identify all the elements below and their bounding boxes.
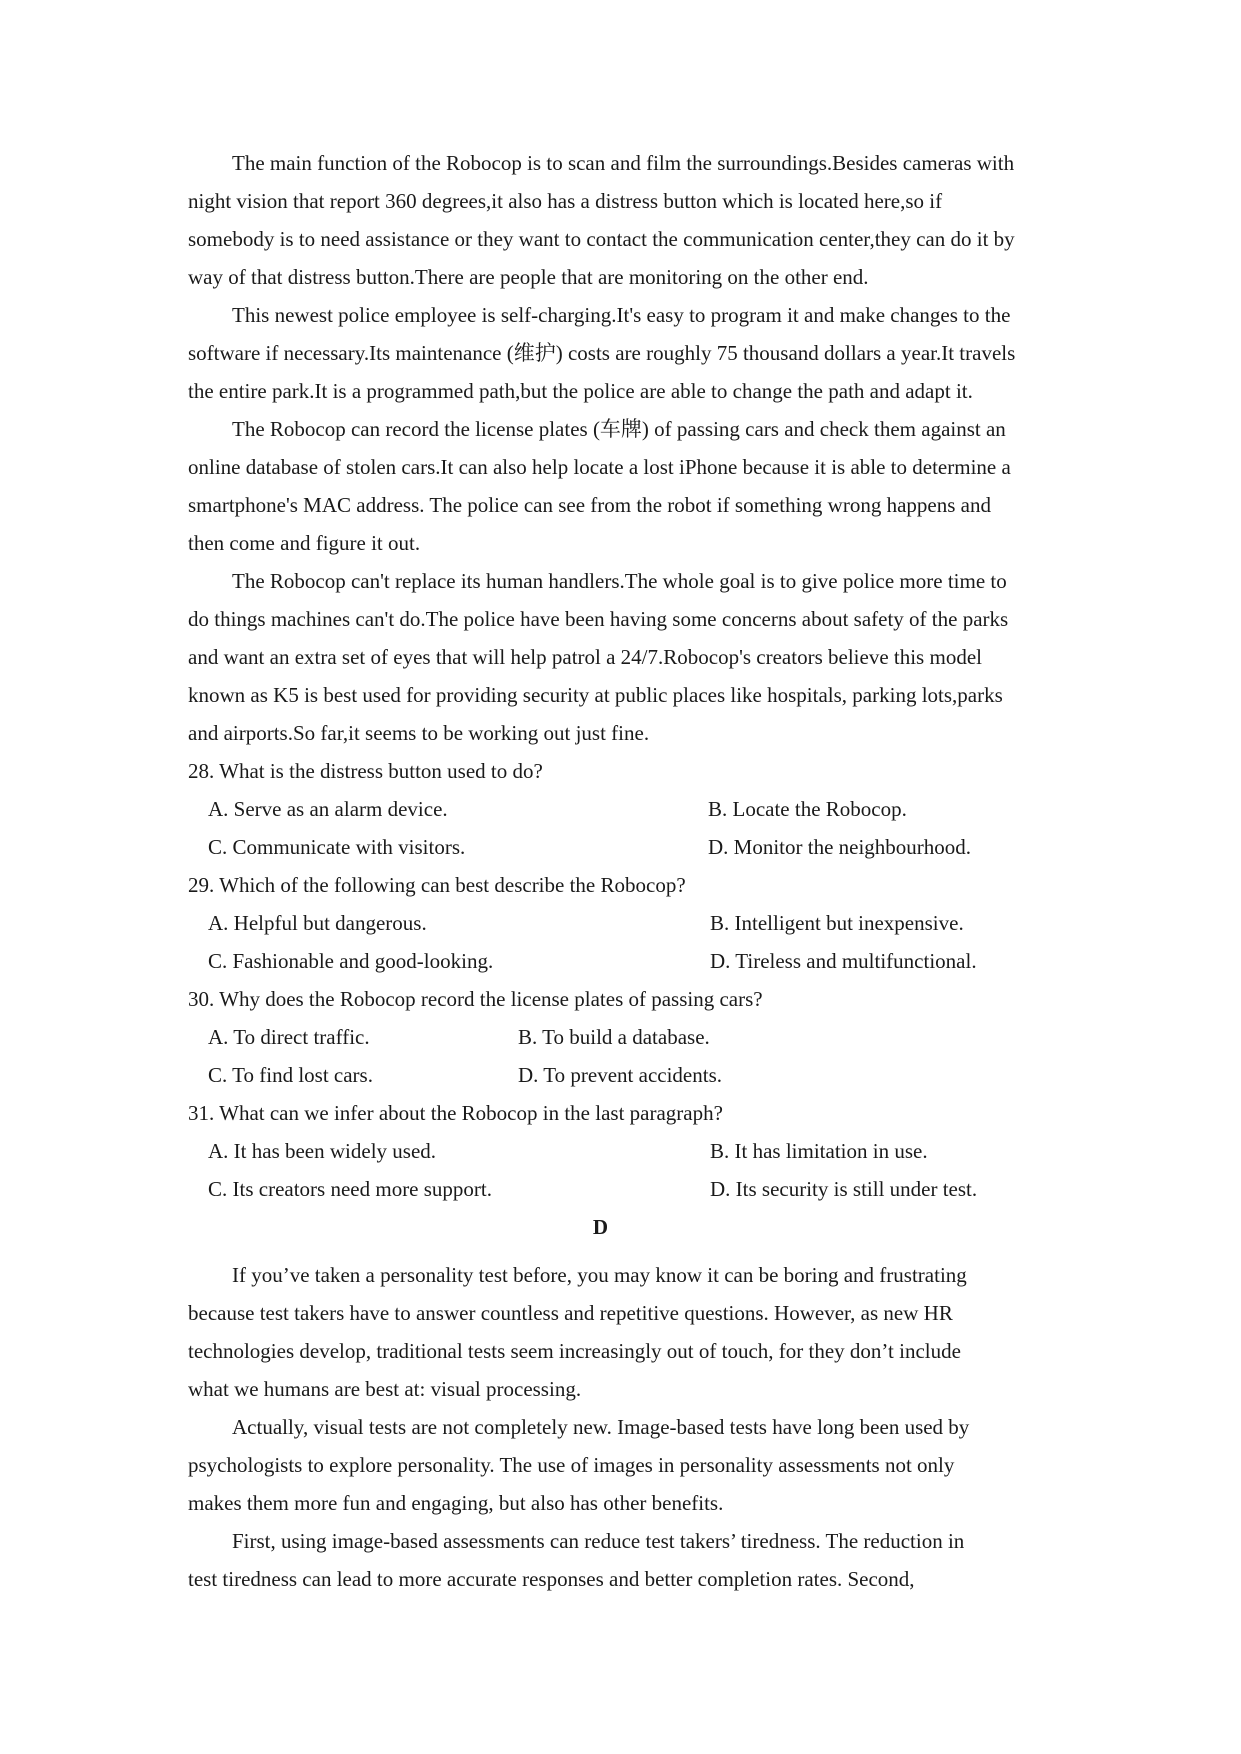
text-line: and airports.So far,it seems to be working out just fine. [188, 721, 650, 745]
option-d: D. To prevent accidents. [518, 1063, 722, 1087]
question-30 [188, 980, 1068, 1094]
option-a: A. Helpful but dangerous. [208, 911, 427, 935]
option-row [188, 1132, 1068, 1170]
option-b: B. It has limitation in use. [710, 1139, 928, 1163]
option-row [188, 1018, 1068, 1056]
option-row [188, 1170, 1068, 1208]
option-b: B. Intelligent but inexpensive. [710, 911, 964, 935]
option-d: D. Tireless and multifunctional. [710, 949, 977, 973]
option-a: A. To direct traffic. [208, 1025, 370, 1049]
option-a: A. Serve as an alarm device. [208, 797, 448, 821]
question-29 [188, 866, 1068, 980]
text-line: what we humans are best at: visual processing. [188, 1377, 582, 1401]
question-stem: 30. Why does the Robocop record the license plates of passing cars? [188, 987, 763, 1011]
option-c: C. Fashionable and good-looking. [208, 949, 494, 973]
text-line: psychologists to explore personality. The use of images in personality assessments not only [188, 1453, 955, 1477]
option-row [188, 942, 1068, 980]
text-line: The Robocop can record the license plates (车牌) of passing cars and check them against an [232, 417, 1006, 441]
text-line: online database of stolen cars.It can also help locate a lost iPhone because it is able to determine a [188, 455, 1011, 479]
question-stem: 28. What is the distress button used to do? [188, 759, 543, 783]
text-line: do things machines can't do.The police have been having some concerns about safety of the parks [188, 607, 1009, 631]
text-line: The Robocop can't replace its human handlers.The whole goal is to give police more time to [232, 569, 1007, 593]
passage-d [188, 1256, 1068, 1598]
question-31 [188, 1094, 1068, 1208]
text-line: night vision that report 360 degrees,it also has a distress button which is located here,so if [188, 189, 943, 213]
paragraph [188, 562, 1068, 752]
paragraph [188, 1408, 1068, 1522]
option-d: D. Its security is still under test. [710, 1177, 978, 1201]
option-b: B. To build a database. [518, 1025, 710, 1049]
option-c: C. Communicate with visitors. [208, 835, 466, 859]
question-stem: 29. Which of the following can best describe the Robocop? [188, 873, 686, 897]
paragraph [188, 410, 1068, 562]
paragraph [188, 1256, 1068, 1408]
spacer [188, 1246, 1068, 1256]
paragraph [188, 296, 1068, 410]
text-line: smartphone's MAC address. The police can see from the robot if something wrong happens and [188, 493, 991, 517]
question-stem: 31. What can we infer about the Robocop in the last paragraph? [188, 1101, 723, 1125]
text-line: somebody is to need assistance or they want to contact the communication center,they can do it by [188, 227, 1015, 251]
section-heading: D [592, 1215, 609, 1239]
option-b: B. Locate the Robocop. [708, 797, 907, 821]
text-line: the entire park.It is a programmed path,but the police are able to change the path and adapt it. [188, 379, 973, 403]
option-row [188, 1056, 1068, 1094]
text-line: way of that distress button.There are people that are monitoring on the other end. [188, 265, 869, 289]
option-row [188, 904, 1068, 942]
text-line: because test takers have to answer countless and repetitive questions. However, as new HR [188, 1301, 953, 1325]
text-line: test tiredness can lead to more accurate responses and better completion rates. Second, [188, 1567, 915, 1591]
text-line: The main function of the Robocop is to scan and film the surroundings.Besides cameras with [232, 151, 1015, 175]
passage-c [188, 144, 1068, 752]
text-line: makes them more fun and engaging, but also has other benefits. [188, 1491, 724, 1515]
option-c: C. To find lost cars. [208, 1063, 373, 1087]
text-line: known as K5 is best used for providing security at public places like hospitals, parking lots,parks [188, 683, 1003, 707]
text-line: software if necessary.Its maintenance (维护) costs are roughly 75 thousand dollars a year.It travels [188, 341, 1016, 365]
paragraph [188, 144, 1068, 296]
text-line: If you’ve taken a personality test before, you may know it can be boring and frustrating [232, 1263, 967, 1287]
text-line: First, using image-based assessments can reduce test takers’ tiredness. The reduction in [232, 1529, 965, 1553]
text-line: technologies develop, traditional tests seem increasingly out of touch, for they don’t include [188, 1339, 961, 1363]
question-28 [188, 752, 1068, 866]
option-a: A. It has been widely used. [208, 1139, 437, 1163]
exam-page [188, 144, 1068, 1598]
option-d: D. Monitor the neighbourhood. [708, 835, 972, 859]
option-row [188, 828, 1068, 866]
text-line: Actually, visual tests are not completely new. Image-based tests have long been used by [232, 1415, 970, 1439]
text-line: This newest police employee is self-charging.It's easy to program it and make changes to the [232, 303, 1011, 327]
paragraph [188, 1522, 1068, 1598]
text-line: and want an extra set of eyes that will help patrol a 24/7.Robocop's creators believe this model [188, 645, 982, 669]
option-row [188, 790, 1068, 828]
option-c: C. Its creators need more support. [208, 1177, 493, 1201]
text-line: then come and figure it out. [188, 531, 421, 555]
